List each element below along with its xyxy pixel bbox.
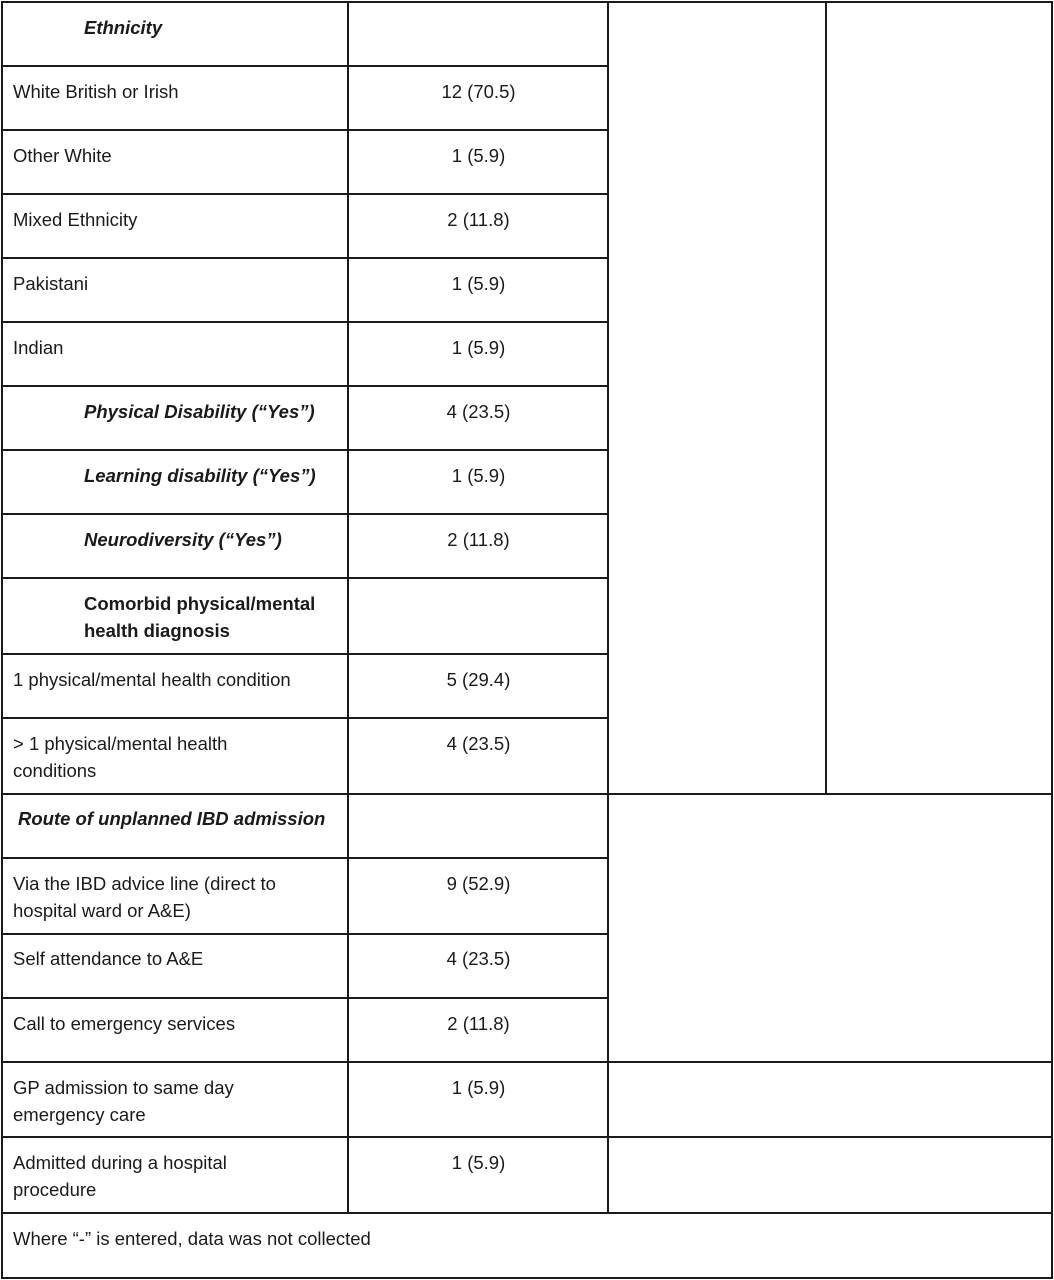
row-divider xyxy=(1,933,609,935)
row-divider xyxy=(1,857,609,859)
row-label: White British or Irish xyxy=(13,81,179,102)
row-divider xyxy=(1,257,609,259)
section-header-physical-disability: Physical Disability (“Yes”) xyxy=(84,401,315,422)
row-value: 1 (5.9) xyxy=(451,145,506,166)
row-value: 1 (5.9) xyxy=(451,1077,506,1098)
row-divider xyxy=(1,65,609,67)
row-value: 4 (23.5) xyxy=(446,948,511,969)
row-label-line1: GP admission to same day xyxy=(13,1077,234,1098)
row-label: Call to emergency services xyxy=(13,1013,236,1034)
row-value: 9 (52.9) xyxy=(446,873,511,894)
row-divider xyxy=(1,1136,1053,1138)
row-divider xyxy=(1,193,609,195)
section-header-ethnicity: Ethnicity xyxy=(84,17,163,38)
row-value: 2 (11.8) xyxy=(447,529,510,550)
row-value: 1 (5.9) xyxy=(451,465,506,486)
row-label: 1 physical/mental health condition xyxy=(13,669,291,690)
row-label: Pakistani xyxy=(13,273,89,294)
section-header-neurodiversity: Neurodiversity (“Yes”) xyxy=(84,529,282,550)
row-divider xyxy=(1,129,609,131)
table-border-left xyxy=(1,1,3,1279)
row-divider xyxy=(1,997,609,999)
row-divider xyxy=(1,385,609,387)
row-divider xyxy=(1,513,609,515)
row-value: 1 (5.9) xyxy=(451,337,506,358)
row-label-line1: Via the IBD advice line (direct to xyxy=(13,873,276,894)
section-header-comorbid-line2: health diagnosis xyxy=(84,620,230,641)
row-label-line1: Admitted during a hospital xyxy=(13,1152,227,1173)
row-value: 1 (5.9) xyxy=(451,273,506,294)
table-footnote: Where “-” is entered, data was not collected xyxy=(13,1228,371,1249)
row-value: 4 (23.5) xyxy=(446,401,511,422)
row-label-line2: emergency care xyxy=(13,1104,146,1125)
row-label-line1: > 1 physical/mental health xyxy=(13,733,228,754)
row-label-line2: conditions xyxy=(13,760,97,781)
row-value: 5 (29.4) xyxy=(446,669,511,690)
row-divider xyxy=(1,717,609,719)
row-value: 2 (11.8) xyxy=(447,209,510,230)
column-divider xyxy=(825,1,827,795)
row-divider xyxy=(1,1212,1053,1214)
row-label-line2: hospital ward or A&E) xyxy=(13,900,191,921)
section-header-learning-disability: Learning disability (“Yes”) xyxy=(84,465,316,486)
row-value: 4 (23.5) xyxy=(446,733,511,754)
row-label: Mixed Ethnicity xyxy=(13,209,138,230)
row-value: 12 (70.5) xyxy=(441,81,516,102)
section-header-comorbid-line1: Comorbid physical/mental xyxy=(84,593,316,614)
table-border-top xyxy=(1,1,1053,3)
row-value: 2 (11.8) xyxy=(447,1013,510,1034)
section-header-route: Route of unplanned IBD admission xyxy=(18,808,326,829)
row-divider xyxy=(1,321,609,323)
table-border-bottom xyxy=(1,1277,1053,1279)
row-value: 1 (5.9) xyxy=(451,1152,506,1173)
row-divider xyxy=(1,1061,1053,1063)
row-label: Indian xyxy=(13,337,64,358)
table-border-right xyxy=(1051,1,1053,1279)
row-divider xyxy=(1,577,609,579)
row-divider xyxy=(1,653,609,655)
row-divider xyxy=(1,449,609,451)
row-label: Other White xyxy=(13,145,112,166)
row-label-line2: procedure xyxy=(13,1179,97,1200)
row-label: Self attendance to A&E xyxy=(13,948,204,969)
row-divider xyxy=(1,793,1053,795)
